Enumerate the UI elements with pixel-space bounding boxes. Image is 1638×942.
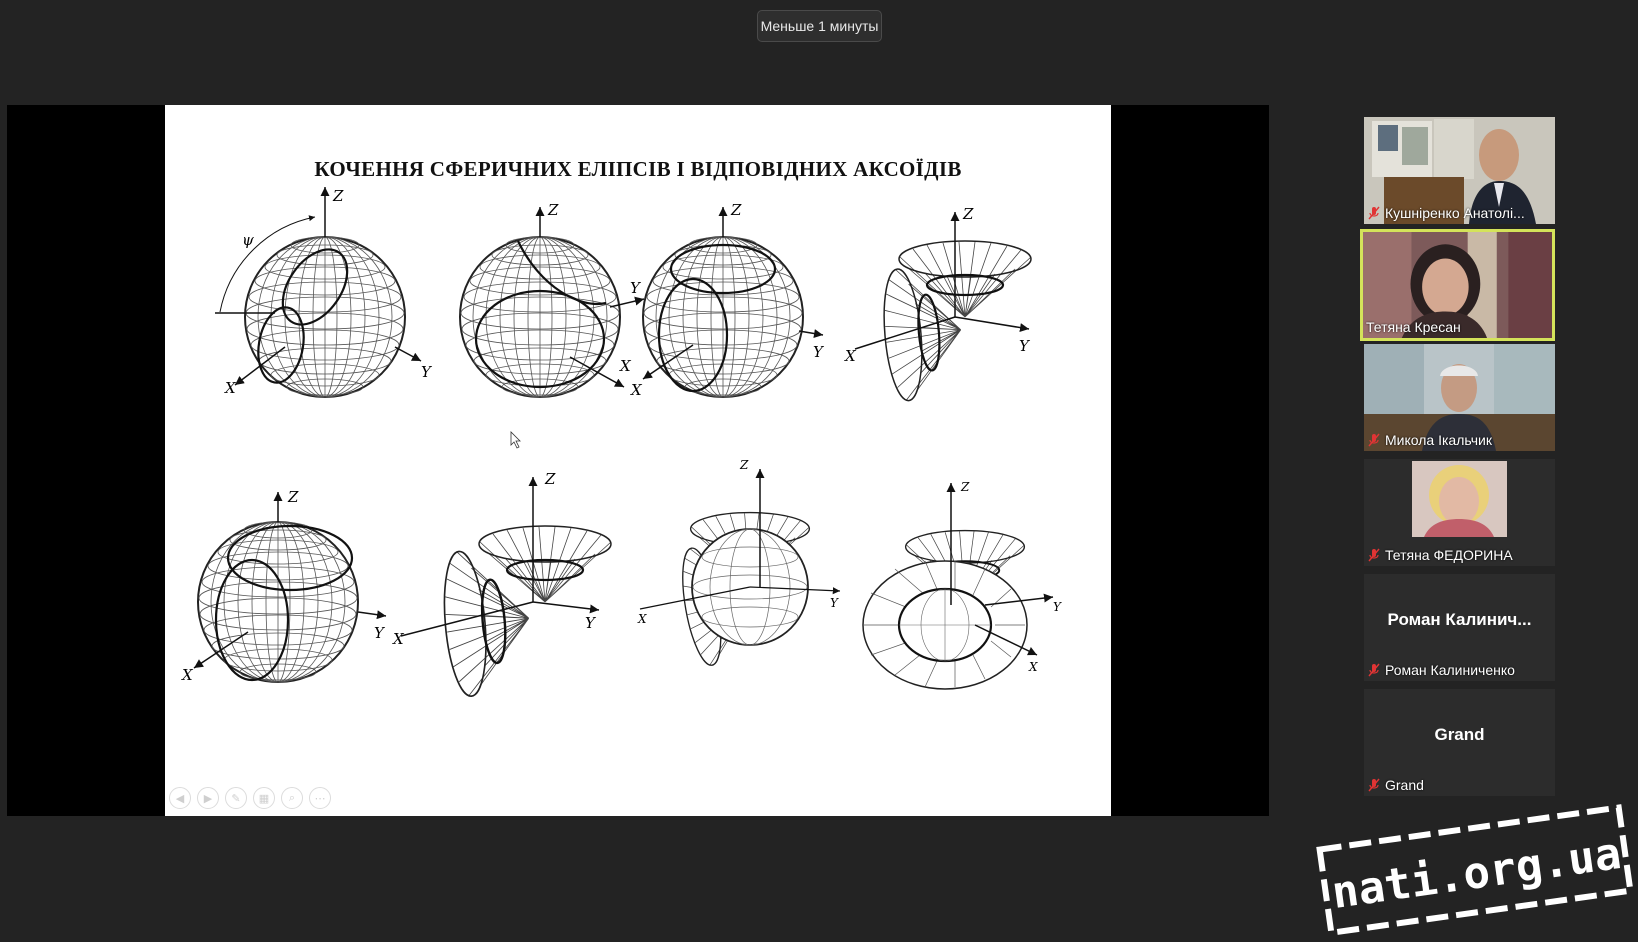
svg-text:X: X [182, 666, 193, 684]
svg-text:ψ: ψ [242, 231, 254, 249]
figure-axoid-3 [637, 458, 840, 668]
participant-name: Тетяна Кресан [1366, 319, 1461, 335]
svg-text:Z: Z [288, 488, 299, 506]
participant-tile[interactable] [1364, 117, 1555, 224]
svg-text:X: X [1029, 660, 1038, 674]
svg-text:Z: Z [731, 201, 742, 219]
svg-text:X: X [631, 381, 642, 399]
participant-label [1367, 205, 1525, 221]
participant-label [1367, 662, 1515, 678]
pen-icon[interactable]: ✎ [225, 787, 247, 809]
participant-name: Тетяна ФЕДОРИНА [1385, 547, 1513, 563]
svg-text:Z: Z [333, 187, 344, 205]
participant-name: Grand [1385, 777, 1424, 793]
svg-text:Y: Y [830, 596, 838, 610]
slide-controls [169, 787, 331, 811]
participant-tile-active[interactable] [1360, 229, 1555, 341]
slide-title: КОЧЕННЯ СФЕРИЧНИХ ЕЛІПСІВ І ВІДПОВІДНИХ АКСОЇДІВ [314, 157, 962, 181]
svg-text:X: X [620, 357, 631, 375]
svg-text:Z: Z [740, 458, 749, 472]
participant-name: Роман Калиниченко [1385, 662, 1515, 678]
svg-text:Z: Z [548, 201, 559, 219]
svg-text:Y: Y [630, 279, 640, 297]
participant-label [1367, 777, 1424, 793]
muted-mic-icon [1367, 778, 1381, 792]
participant-label [1366, 319, 1461, 335]
svg-text:X: X [225, 379, 236, 397]
participant-name: Кушніренко Анатолі... [1385, 205, 1525, 221]
participant-tile[interactable] [1364, 574, 1555, 681]
muted-mic-icon [1367, 206, 1381, 220]
svg-text:X: X [638, 612, 647, 626]
participant-display-name: Роман Калинич... [1387, 610, 1532, 629]
participant-label [1367, 547, 1513, 563]
mouse-cursor [511, 432, 520, 448]
svg-text:Y: Y [1053, 600, 1061, 614]
svg-text:Y: Y [1019, 337, 1029, 355]
svg-text:Z: Z [545, 470, 556, 488]
prev-slide-icon[interactable]: ◀ [169, 787, 191, 809]
participant-tile[interactable] [1364, 344, 1555, 451]
figure-sphere-2 [460, 201, 644, 397]
participant-display-name: Grand [1434, 725, 1485, 744]
muted-mic-icon [1367, 663, 1381, 677]
svg-text:X: X [845, 347, 856, 365]
participant-label [1367, 432, 1492, 448]
participant-name: Микола Ікальчик [1385, 432, 1492, 448]
figure-axoid-4 [863, 480, 1062, 689]
watermark-stamp [1313, 798, 1638, 941]
next-slide-icon[interactable]: ▶ [197, 787, 219, 809]
slide-figures [165, 105, 1111, 816]
svg-text:Y: Y [421, 363, 431, 381]
svg-text:X: X [393, 630, 404, 648]
figure-axoid-1 [844, 205, 1031, 402]
svg-text:Y: Y [585, 614, 595, 632]
participant-tile[interactable] [1364, 689, 1555, 796]
svg-text:Y: Y [813, 343, 823, 361]
participant-tile[interactable] [1364, 459, 1555, 566]
more-options-icon[interactable]: ⋯ [309, 787, 331, 809]
meeting-timer: Меньше 1 минуты [757, 10, 882, 42]
figure-sphere-3 [630, 201, 825, 399]
figure-sphere-4 [181, 488, 386, 684]
figure-axoid-2 [392, 470, 611, 698]
presentation-slide [165, 105, 1111, 816]
zoom-icon[interactable]: ⌕ [281, 787, 303, 809]
muted-mic-icon [1367, 433, 1381, 447]
slides-grid-icon[interactable]: ▦ [253, 787, 275, 809]
svg-text:Y: Y [374, 624, 384, 642]
muted-mic-icon [1367, 548, 1381, 562]
svg-text:Z: Z [961, 480, 970, 494]
watermark-text: nati.org.ua [1328, 827, 1625, 919]
screen-share-area [7, 105, 1269, 816]
svg-text:Z: Z [963, 205, 974, 223]
figure-sphere-1 [215, 187, 433, 397]
